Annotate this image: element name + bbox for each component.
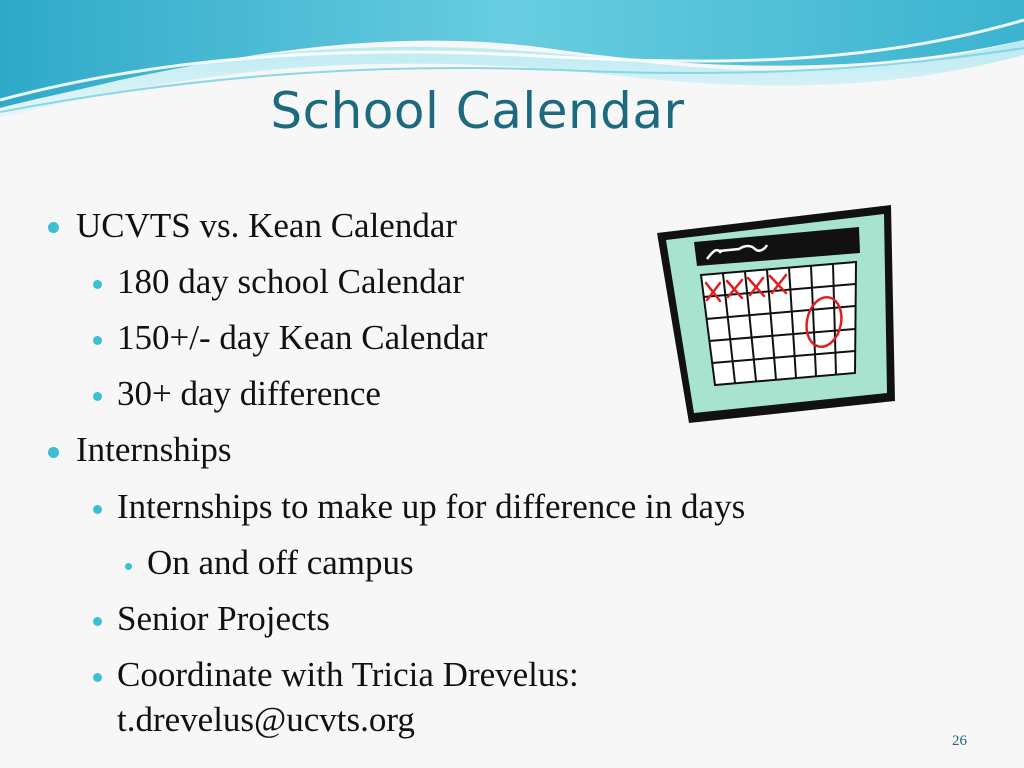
bullet-internships: Internships: [76, 430, 232, 469]
bullet-dot: [93, 280, 102, 289]
bullet-coordinate-with: Coordinate with Tricia Drevelus:: [117, 655, 579, 694]
bullet-dot: [48, 222, 59, 233]
contact-email: t.drevelus@ucvts.org: [117, 700, 415, 739]
bullet-ucvts-vs-kean: UCVTS vs. Kean Calendar: [76, 206, 458, 245]
bullet-dot: [125, 563, 132, 570]
calendar-clipart-icon: [655, 205, 897, 423]
bullet-dot: [93, 336, 102, 345]
bullet-dot: [93, 617, 102, 626]
bullet-150-day: 150+/- day Kean Calendar: [117, 318, 488, 357]
bullet-senior-projects: Senior Projects: [117, 599, 330, 638]
bullet-internships-makeup: Internships to make up for difference in days: [117, 487, 746, 526]
page-number: 26: [952, 733, 967, 749]
bullet-on-off-campus: On and off campus: [147, 543, 414, 582]
bullet-dot: [93, 505, 102, 514]
bullet-30-day-difference: 30+ day difference: [117, 374, 381, 413]
bullet-dot: [48, 447, 59, 458]
bullet-180-day: 180 day school Calendar: [117, 262, 464, 301]
slide-title: School Calendar: [270, 82, 685, 140]
bullet-dot: [93, 673, 102, 682]
bullet-dot: [93, 392, 102, 401]
